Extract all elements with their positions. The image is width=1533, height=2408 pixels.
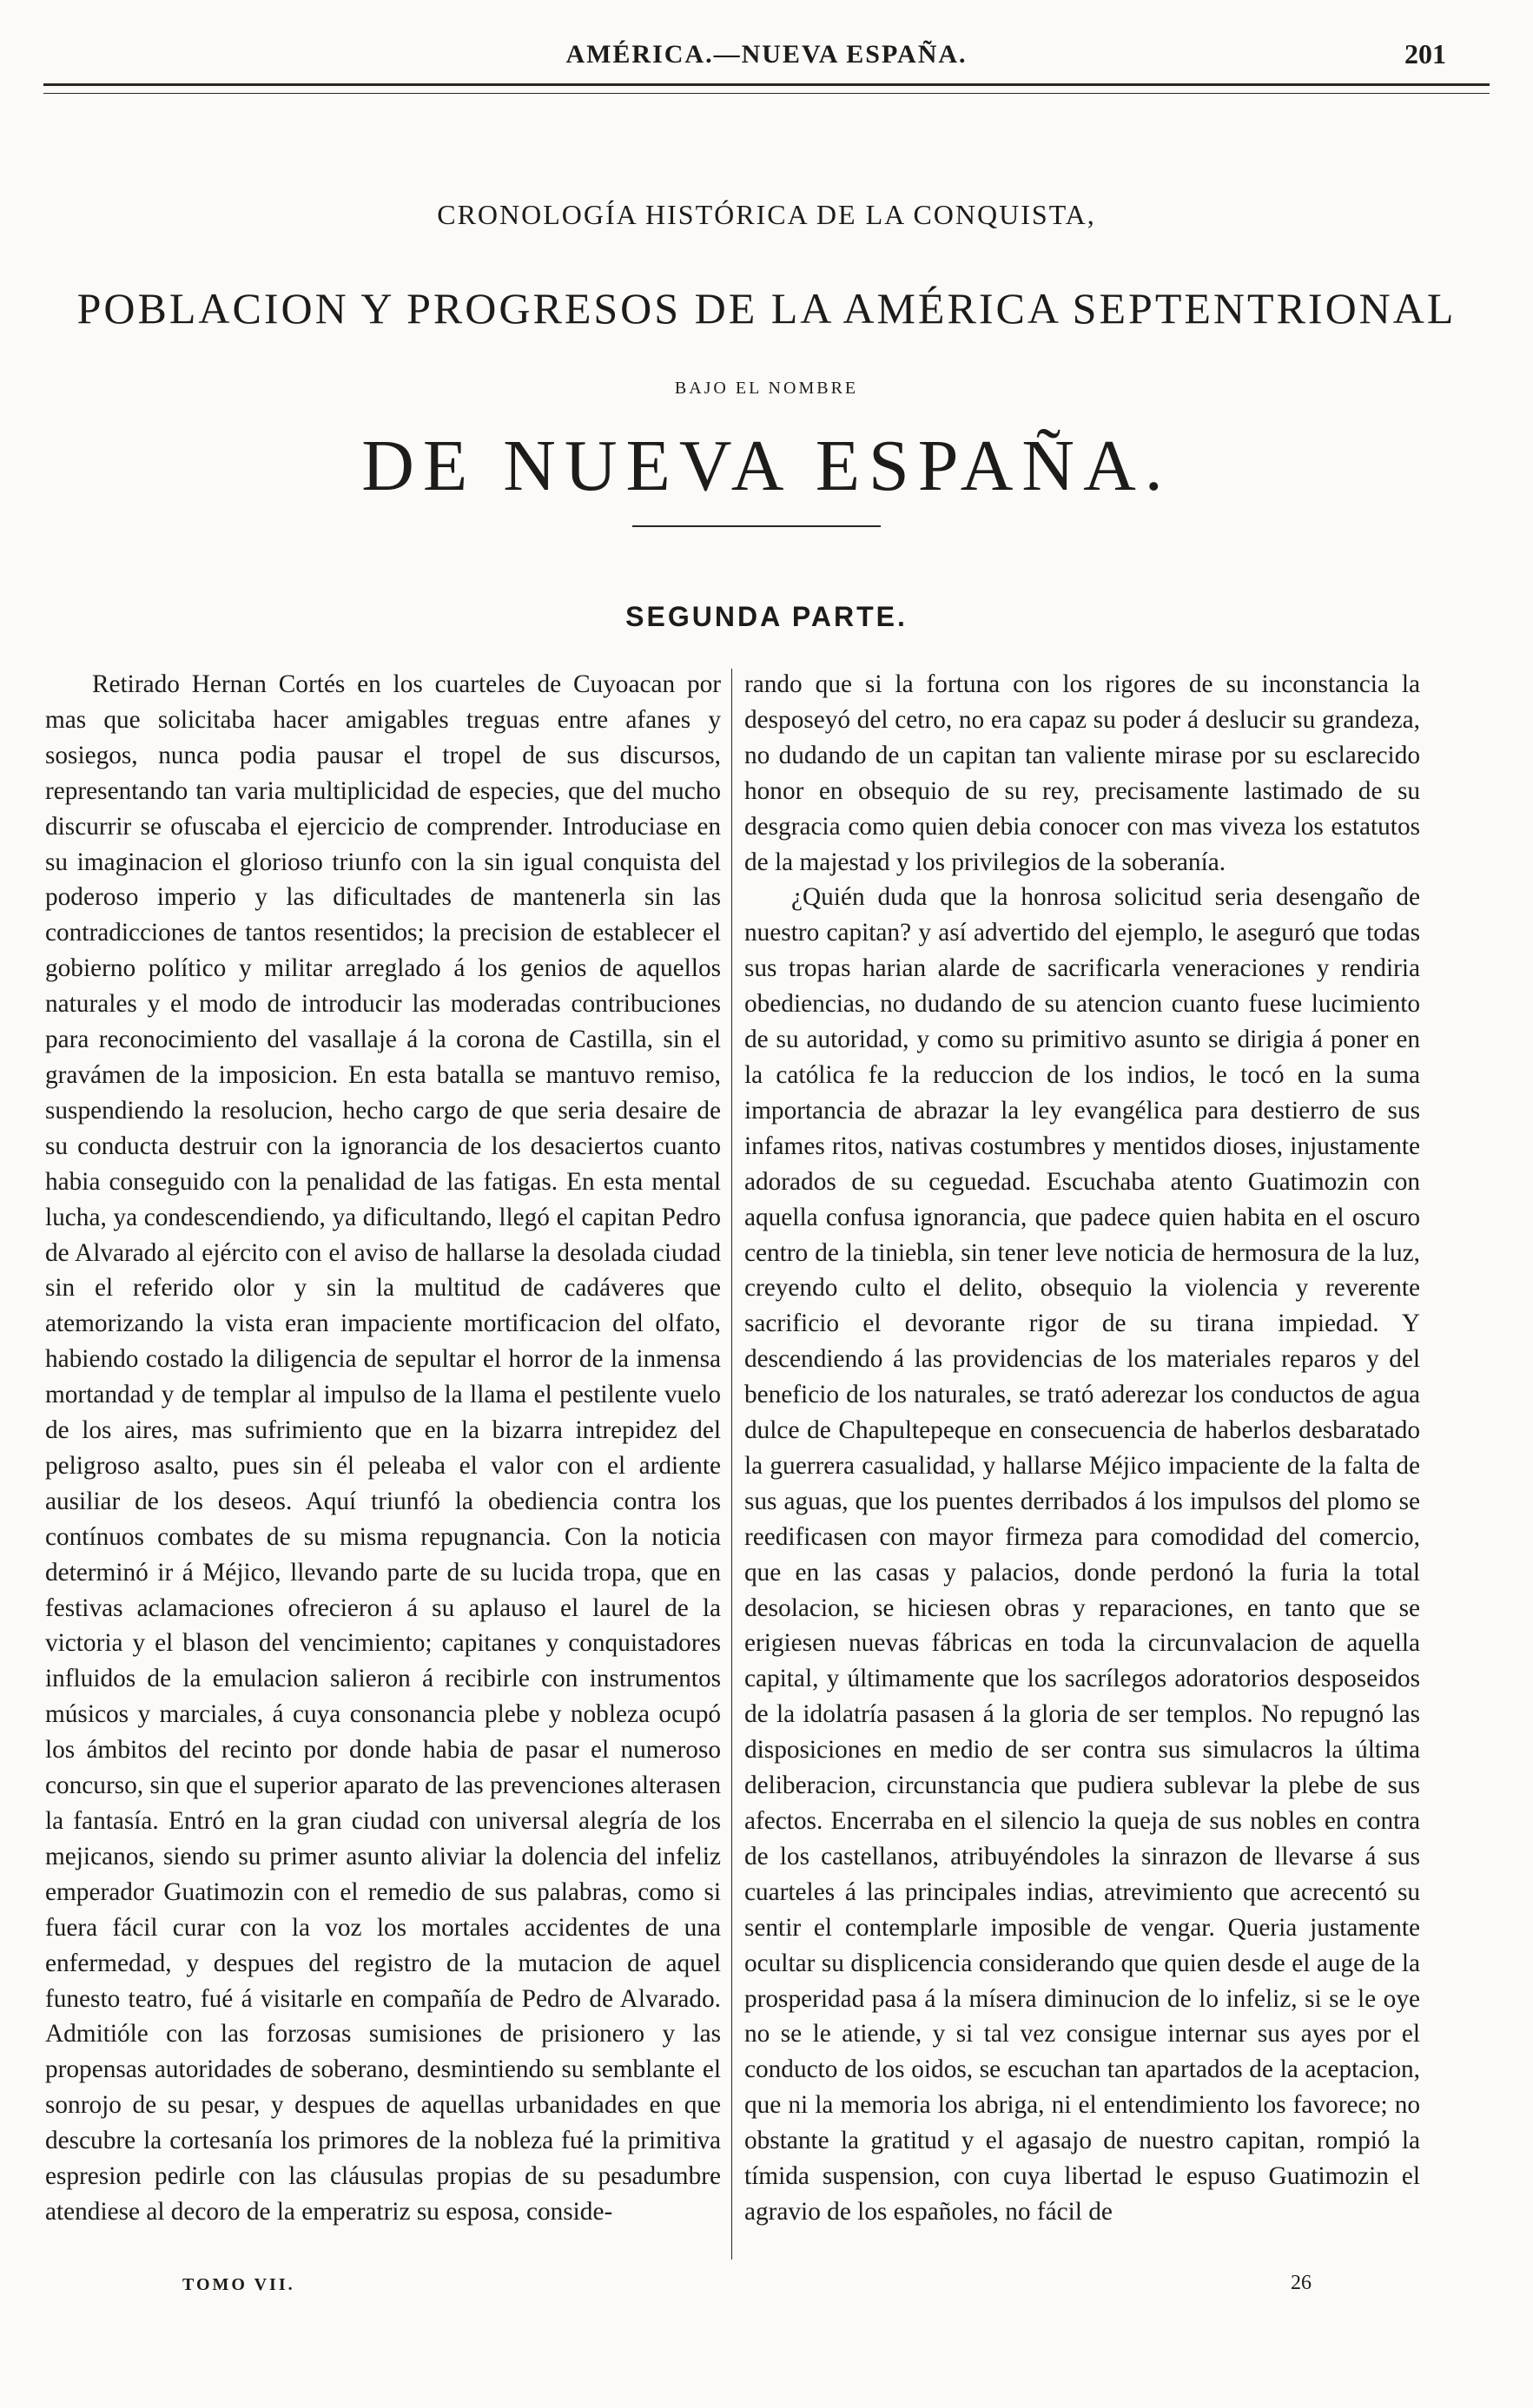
header-double-rule (43, 83, 1490, 94)
title-line-poblacion: POBLACION Y PROGRESOS DE LA AMÉRICA SEPTENTRIONAL (76, 284, 1457, 333)
title-line-nueva-espana: DE NUEVA ESPAÑA. (361, 426, 1172, 506)
paragraph: ¿Quién duda que la honrosa solicitud seria desengaño de nuestro capitan? y así advertido del ejemplo, le aseguró que todas sus tropas harian alarde de sacrificarla veneraciones y rendiria obediencias, no dudando de su atencion cuanto fuese lucimiento de su autoridad, y como su primitivo asunto se dirigia á poner en la católica fe la reduccion de los indios, le tocó en la suma importancia de abrazar la ley evangélica para destierro de sus infames ritos, nativas costumbres y mentidos dioses, injustamente adorados de su ceguedad. Escuchaba atento Guatimozin con aquella confusa ignorancia, que padece quien habita en el oscuro centro de la tiniebla, sin tener leve noticia de hermosura de la luz, creyendo culto el delito, obsequio la violencia y reverente sacrificio el devorante rigor de su tirana impiedad. Y descendiendo á las providencias de los materiales reparos y del beneficio de los naturales, se trató aderezar los conductos de agua dulce de Chapultepeque en consecuencia de haberlos desbaratado la guerrera casualidad, y hallarse Méjico impaciente de la falta de sus aguas, que los puentes derribados á los impulsos del plomo se reedificasen con mayor firmeza para comodidad del comercio, que en las casas y palacios, donde perdonó la furia la total desolacion, se hiciesen obras y reparaciones, en tanto que se erigiesen nuevas fábricas en toda la circunvalacion de aquella capital, y últimamente que los sacrílegos adoratorios desposeidos de la idolatría pasasen á la gloria de ser templos. No repugnó las disposiciones en medio de ser contra sus simulacros la última deliberacion, circunstancia que pudiera sublevar la plebe de sus afectos. Encerraba en el silencio la queja de sus nobles en contra de los castellanos, atribuyéndoles la sinrazon de llevarse á sus cuarteles á las principales indias, atrevimiento que acrecentó su sentir el contemplarle imposible de vengar. Queria justamente ocultar su displicencia considerando que quien desde el auge de la prosperidad pasa á la mísera diminucion de lo infeliz, si se le oye no se le atiende, y si tal vez consigue internar sus ayes por el conducto de los oidos, se escuchan tan apartados de la aceptacion, que ni la memoria los abriga, ni el entendimiento los favorece; no obstante la gratitud y el agasajo de nuestro capitan, rompió la tímida suspension, con cuya libertad le espuso Guatimozin el agravio de los españoles, no fácil de (744, 883, 1420, 2226)
column-divider (731, 669, 732, 2260)
part-heading: SEGUNDA PARTE. (625, 601, 908, 632)
running-head (52, 35, 1481, 78)
paragraph: rando que si la fortuna con los rigores de su inconstancia la desposeyó del cetro, no era capaz su poder á deslucir su grandeza, no dudando de un capitan tan valiente mirase por su esclarecido honor en obsequio de su rey, precisamente lastimado de su desgracia como quien debia conocer con mas viveza los estatutos de la majestad y los privilegios de la soberanía. (744, 670, 1420, 876)
footer-signature: 26 (1291, 2272, 1312, 2294)
paragraph: Retirado Hernan Cortés en los cuarteles de Cuyoacan por mas que solicitaba hacer amigables treguas entre afanes y sosiegos, nunca podia pausar el tropel de sus discursos, representando tan varia multiplicidad de especies, que del mucho discurrir se ofuscaba el ejercicio de comprender. Introduciase en su imaginacion el glorioso triunfo con la sin igual conquista del poderoso imperio y las dificultades de mantenerla sin las contradicciones de tantos resentidos; la precision de establecer el gobierno político y militar arreglado á los genios de aquellos naturales y el modo de introducir las moderadas contribuciones para reconocimiento del vasallaje á la corona de Castilla, sin el gravámen de la imposicion. En esta batalla se mantuvo remiso, suspendiendo la resolucion, hecho cargo de que seria desaire de su conducta destruir con la ignorancia de los desaciertos cuanto habia conseguido con la penalidad de las fatigas. En esta mental lucha, ya condescendiendo, ya dificultando, llegó el capitan Pedro de Alvarado al ejército con el aviso de hallarse la desolada ciudad sin el referido olor y sin la multitud de cadáveres que atemorizando la vista eran impaciente mortificacion del olfato, habiendo costado la diligencia de sepultar el horror de la inmensa mortandad y de templar al impulso de la llama el pestilente vuelo de los aires, mas sufrimiento que en la bizarra intrepidez del peligroso asalto, pues sin él peleaba el valor con el ardiente ausiliar de los deseos. Aquí triunfó la obediencia contra los contínuos combates de su misma repugnancia. Con la noticia determinó ir á Méjico, llevando parte de su lucida tropa, que en festivas aclamaciones ofrecieron á su aplauso el laurel de la victoria y el blason del vencimiento; capitanes y conquistadores influidos de la emulacion salieron á recibirle con instrumentos músicos y marciales, á cuya consonancia plebe y nobleza ocupó los ámbitos del recinto por donde habia de pasar el numeroso concurso, sin que el superior aparato de las prevenciones alterasen la fantasía. Entró en la gran ciudad con universal alegría de los mejicanos, siendo su primer asunto aliviar la dolencia del infeliz emperador Guatimozin con el remedio de sus palabras, como si fuera fácil curar con la voz los mortales accidentes de una enfermedad, y despues del registro de la mutacion de aquel funesto teatro, fué á visitarle en compañía de Pedro de Alvarado. Admitióle con las forzosas sumisiones de prisionero y las propensas autoridades de soberano, desmintiendo su semblante el sonrojo de su pesar, y despues de aquellas urbanidades en que descubre la cortesanía los primores de la nobleza fué la primitiva espresion pedirle con las cláusulas propias de su pesadumbre atendiese al decoro de la emperatriz su esposa, conside- (45, 670, 721, 2226)
title-line-cronologia: CRONOLOGÍA HISTÓRICA DE LA CONQUISTA, (437, 199, 1096, 230)
page-number: 201 (1404, 38, 1446, 69)
title-block (52, 195, 1481, 508)
running-title: AMÉRICA.—NUEVA ESPAÑA. (565, 40, 968, 69)
title-line-bajo-el-nombre: BAJO EL NOMBRE (674, 379, 859, 398)
left-column (45, 667, 721, 2265)
right-column (744, 667, 1420, 2265)
footer-volume: TOMO VII. (182, 2275, 295, 2294)
title-rule (632, 525, 881, 527)
